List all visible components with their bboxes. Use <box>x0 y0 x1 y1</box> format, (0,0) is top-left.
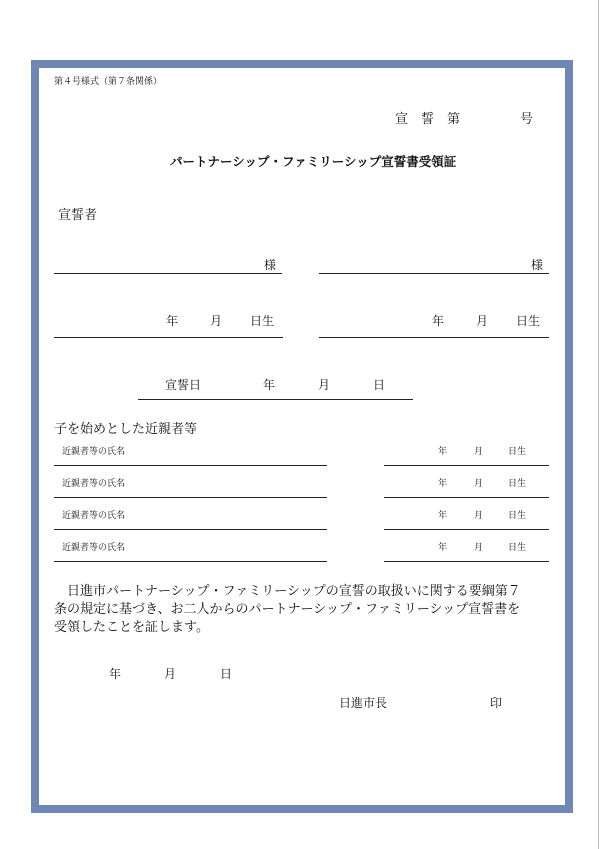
relative-birth-day: 日生 <box>508 543 527 553</box>
person1-birth-month: 月 <box>210 314 223 328</box>
oath-number-suffix: 号 <box>520 112 534 127</box>
issue-date-year: 年 <box>109 667 122 681</box>
person2-birth-line <box>319 337 549 338</box>
person1-birth-year: 年 <box>166 314 179 328</box>
relative-name-line <box>54 497 327 498</box>
relative-birth-year: 年 <box>438 447 448 457</box>
person2-name-line <box>319 273 549 274</box>
person1-honorific: 様 <box>264 258 277 272</box>
relative-birth-year: 年 <box>438 479 448 489</box>
relative-birth-month: 月 <box>474 543 484 553</box>
relative-birth-line <box>384 529 549 530</box>
relative-birth-line <box>384 465 549 466</box>
person1-birth-line <box>54 337 283 338</box>
oath-date-line <box>138 399 413 400</box>
relative-name-label: 近親者等の氏名 <box>62 543 126 553</box>
issuer-title: 日進市長 <box>339 696 388 710</box>
relative-birth-year: 年 <box>438 511 448 521</box>
page-edge-line <box>598 0 599 849</box>
relative-name-label: 近親者等の氏名 <box>62 479 126 489</box>
relative-birth-day: 日生 <box>508 447 527 457</box>
relative-name-label: 近親者等の氏名 <box>62 447 126 457</box>
relative-birth-line <box>384 497 549 498</box>
form-number: 第４号様式（第７条関係） <box>54 77 163 87</box>
relative-birth-day: 日生 <box>508 511 527 521</box>
relative-birth-month: 月 <box>474 511 484 521</box>
person2-birth-month: 月 <box>476 314 489 328</box>
issuer-seal: 印 <box>490 696 503 710</box>
oath-date-month: 月 <box>318 378 331 392</box>
issue-date-day: 日 <box>220 667 233 681</box>
oath-date-year: 年 <box>263 378 276 392</box>
certification-text-line3: 受領したことを証します。 <box>54 620 209 635</box>
person2-birth-year: 年 <box>432 314 445 328</box>
relative-name-line <box>54 561 327 562</box>
person1-birth-day: 日生 <box>250 314 275 328</box>
certification-text-line2: 条の規定に基づき、お二人からのパートナーシップ・ファミリーシップ宣誓書を <box>54 602 521 617</box>
certification-text-line1: 日進市パートナーシップ・ファミリーシップの宣誓の取扱いに関する要綱第７ <box>67 584 521 599</box>
relative-birth-year: 年 <box>438 543 448 553</box>
oath-date-label: 宣誓日 <box>165 378 202 392</box>
oath-persons-label: 宣誓者 <box>58 208 98 223</box>
relative-name-line <box>54 465 327 466</box>
relatives-heading: 子を始めとした近親者等 <box>54 422 198 437</box>
person2-birth-day: 日生 <box>516 314 541 328</box>
relative-birth-day: 日生 <box>508 479 527 489</box>
person2-honorific: 様 <box>531 258 544 272</box>
oath-date-day: 日 <box>373 378 386 392</box>
person1-name-line <box>54 273 282 274</box>
issue-date-month: 月 <box>164 667 177 681</box>
relative-name-label: 近親者等の氏名 <box>62 511 126 521</box>
document-title: パートナーシップ・ファミリーシップ宣誓書受領証 <box>170 154 457 169</box>
relative-birth-line <box>384 561 549 562</box>
relative-name-line <box>54 529 327 530</box>
relative-birth-month: 月 <box>474 479 484 489</box>
relative-birth-month: 月 <box>474 447 484 457</box>
oath-number-prefix: 宣 誓 第 <box>395 112 461 127</box>
